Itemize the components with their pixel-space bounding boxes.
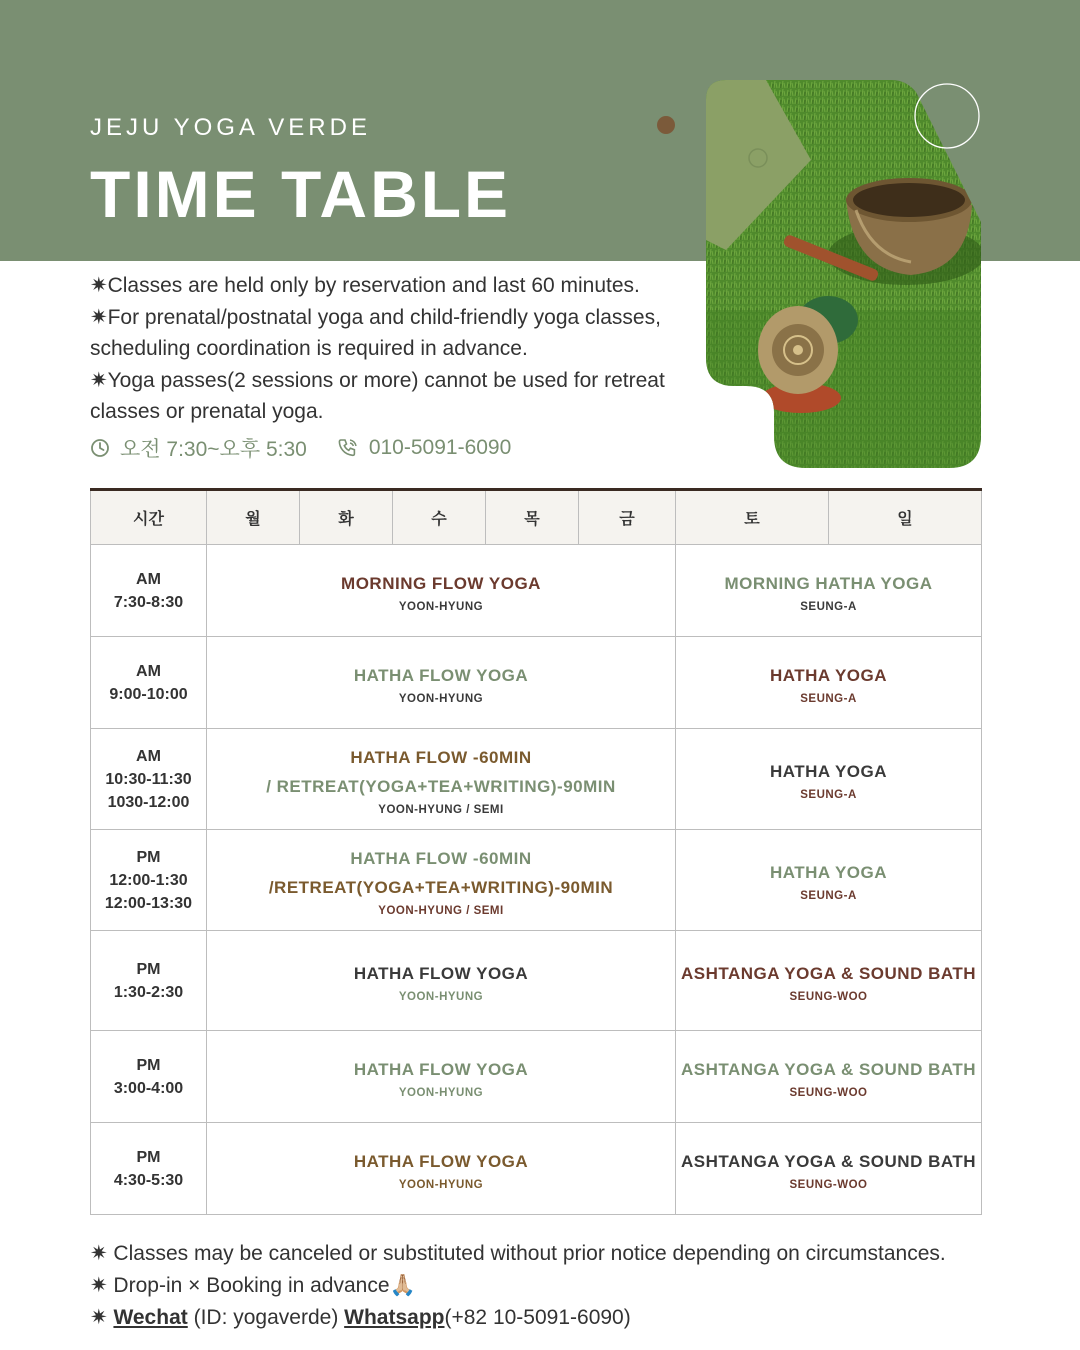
class-name: HATHA FLOW YOGA — [353, 665, 529, 685]
time-line: PM — [136, 1148, 161, 1166]
time-line: 4:30-5:30 — [113, 1171, 184, 1189]
time-cell — [91, 931, 207, 1031]
opening-hours: 오전 7:30~오후 5:30 — [120, 438, 307, 461]
weekend-class-cell — [676, 545, 982, 637]
class-name: ASHTANGA YOGA & SOUND BATH — [680, 1151, 977, 1171]
weekday-class-cell — [207, 931, 676, 1031]
class-name: /RETREAT(YOGA+TEA+WRITING)-90MIN — [268, 877, 614, 897]
table-row — [91, 931, 982, 1031]
header-sat: 토 — [676, 490, 829, 545]
table-row — [91, 1031, 982, 1123]
time-line: 12:00-13:30 — [104, 894, 193, 912]
instructor-name: SEUNG-WOO — [789, 1178, 868, 1191]
time-cell — [91, 637, 207, 729]
weekday-class-cell — [207, 1123, 676, 1215]
notice-line: ✷Yoga passes(2 sessions or more) cannot be used for retreat — [90, 368, 665, 392]
class-name: HATHA FLOW -60MIN — [350, 848, 532, 868]
time-line: PM — [136, 1056, 161, 1074]
notice-line: scheduling coordination is required in advance. — [90, 337, 528, 360]
notice-line: ✷For prenatal/postnatal yoga and child-friendly yoga classes, — [90, 305, 661, 329]
instructor-name: SEUNG-WOO — [789, 990, 868, 1003]
header-thu: 목 — [486, 490, 579, 545]
header-mon: 월 — [207, 490, 300, 545]
time-line: 1030-12:00 — [107, 793, 190, 811]
class-name: MORNING FLOW YOGA — [341, 573, 541, 593]
instructor-name: YOON-HYUNG — [398, 1086, 484, 1099]
time-cell — [91, 1031, 207, 1123]
table-row — [91, 545, 982, 637]
time-line: 12:00-1:30 — [109, 871, 188, 889]
brand-name: JEJU YOGA VERDE — [90, 114, 371, 141]
class-name: HATHA YOGA — [769, 762, 888, 781]
instructor-name: YOON-HYUNG — [398, 600, 484, 613]
class-name: HATHA FLOW YOGA — [353, 963, 529, 983]
singing-bowls-photo — [706, 80, 981, 468]
weekend-class-cell — [676, 931, 982, 1031]
time-line: 10:30-11:30 — [105, 770, 192, 788]
weekend-class-cell — [676, 729, 982, 830]
whatsapp-number: (+82 10-5091-6090) — [444, 1306, 631, 1329]
phone-number[interactable]: 010-5091-6090 — [368, 436, 512, 459]
page-title: TIME TABLE — [90, 157, 512, 231]
time-cell — [91, 1123, 207, 1215]
class-name: HATHA FLOW -60MIN — [350, 747, 532, 767]
class-name: HATHA FLOW YOGA — [353, 1151, 529, 1171]
header-row — [91, 490, 982, 545]
time-cell — [91, 545, 207, 637]
time-line: 1:30-2:30 — [113, 983, 184, 1001]
instructor-name: SEUNG-A — [800, 600, 857, 613]
table-row — [91, 1123, 982, 1215]
header-sun: 일 — [829, 490, 982, 545]
time-line: AM — [136, 747, 161, 765]
header-time: 시간 — [91, 490, 207, 545]
time-cell — [91, 729, 207, 830]
contact-info — [90, 432, 511, 464]
footer-contact-line — [90, 1302, 946, 1334]
weekend-class-cell — [676, 1031, 982, 1123]
weekend-class-cell — [676, 830, 982, 931]
class-name: / RETREAT(YOGA+TEA+WRITING)-90MIN — [266, 776, 616, 796]
instructor-name: YOON-HYUNG — [398, 692, 484, 705]
time-line: PM — [136, 848, 161, 866]
instructor-name: YOON-HYUNG / SEMI — [378, 904, 504, 917]
instructor-name: SEUNG-A — [800, 692, 857, 705]
instructor-name: YOON-HYUNG / SEMI — [378, 803, 504, 816]
whatsapp-link[interactable]: Whatsapp — [344, 1306, 445, 1329]
decorative-dot — [657, 116, 675, 134]
time-cell — [91, 830, 207, 931]
notice-text — [90, 270, 680, 428]
header-wed: 수 — [393, 490, 486, 545]
class-name: HATHA FLOW YOGA — [353, 1059, 529, 1079]
clock-icon — [90, 438, 110, 458]
timetable — [90, 488, 982, 1215]
class-name: MORNING HATHA YOGA — [724, 573, 933, 593]
table-row — [91, 637, 982, 729]
table-row — [91, 729, 982, 830]
table-row — [91, 830, 982, 931]
weekend-class-cell — [676, 637, 982, 729]
wechat-id: (ID: yogaverde) — [187, 1306, 345, 1329]
weekday-class-cell — [207, 637, 676, 729]
time-line: AM — [136, 662, 161, 680]
weekday-class-cell — [207, 830, 676, 931]
weekend-class-cell — [676, 1123, 982, 1215]
class-name: ASHTANGA YOGA & SOUND BATH — [680, 963, 977, 983]
class-name: ASHTANGA YOGA & SOUND BATH — [680, 1059, 977, 1079]
instructor-name: SEUNG-A — [800, 789, 857, 801]
phone-icon — [337, 437, 359, 459]
notice-line: ✷Classes are held only by reservation and last 60 minutes. — [90, 274, 640, 297]
footer-line: ✷ Drop-in × Booking in advance🙏🏼 — [90, 1274, 416, 1297]
footer-notes — [90, 1238, 946, 1334]
weekday-class-cell — [207, 545, 676, 637]
header-tue: 화 — [300, 490, 393, 545]
footer-bullet: ✷ — [90, 1306, 114, 1329]
wechat-link[interactable]: Wechat — [113, 1306, 188, 1329]
instructor-name: YOON-HYUNG — [398, 1178, 484, 1191]
class-name: HATHA YOGA — [769, 665, 888, 685]
instructor-name: SEUNG-WOO — [789, 1086, 868, 1099]
instructor-name: SEUNG-A — [800, 890, 857, 902]
footer-line: ✷ Classes may be canceled or substituted without prior notice depending on circumstances. — [90, 1242, 946, 1265]
class-name: HATHA YOGA — [769, 863, 888, 882]
time-line: 9:00-10:00 — [109, 685, 188, 703]
weekday-class-cell — [207, 1031, 676, 1123]
time-line: PM — [136, 960, 161, 978]
notice-line: classes or prenatal yoga. — [90, 400, 324, 423]
instructor-name: YOON-HYUNG — [398, 990, 484, 1003]
time-line: 7:30-8:30 — [113, 593, 184, 611]
time-line: AM — [136, 570, 161, 588]
header-fri: 금 — [579, 490, 676, 545]
time-line: 3:00-4:00 — [113, 1079, 184, 1097]
weekday-class-cell — [207, 729, 676, 830]
